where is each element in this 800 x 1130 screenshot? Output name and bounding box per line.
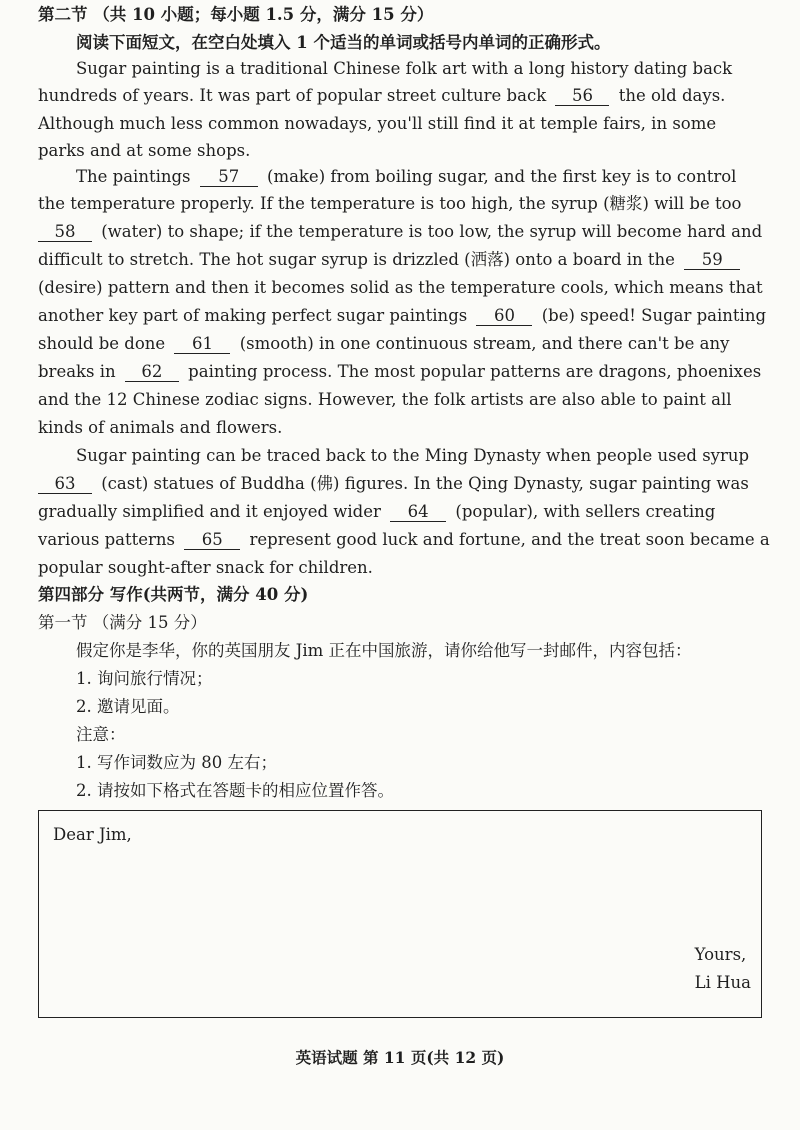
note-label: 注意： xyxy=(76,725,126,744)
blank-64[interactable]: 64 xyxy=(390,503,446,522)
closing-word: Yours, xyxy=(694,945,747,964)
blank-56[interactable]: 56 xyxy=(555,87,609,106)
part4-title: 第四部分 写作(共两节，满分 40 分) xyxy=(38,585,309,604)
part4-subsection: 第一节 （满分 15 分） xyxy=(38,613,207,632)
text-segment: various patterns xyxy=(38,530,176,549)
passage-line: kinds of animals and flowers. xyxy=(38,418,283,437)
prompt-item: 2. 邀请见面。 xyxy=(76,697,180,716)
text-segment: (make) from boiling sugar, and the first key is to control xyxy=(267,167,737,186)
signature: Li Hua xyxy=(694,973,751,992)
passage-line: Sugar painting can be traced back to the Ming Dynasty when people used syrup xyxy=(76,446,750,465)
blank-57[interactable]: 57 xyxy=(200,168,258,187)
note-item: 2. 请按如下格式在答题卡的相应位置作答。 xyxy=(76,781,394,800)
passage-line: and the 12 Chinese zodiac signs. However, the folk artists are also able to paint all xyxy=(38,390,732,409)
blank-61[interactable]: 61 xyxy=(174,335,230,354)
passage-line xyxy=(38,361,761,383)
passage-line: Sugar painting is a traditional Chinese folk art with a long history dating back xyxy=(76,59,733,78)
passage-line: popular sought-after snack for children. xyxy=(38,558,373,577)
answer-box[interactable] xyxy=(38,810,762,1018)
text-segment: (water) to shape; if the temperature is too low, the syrup will become hard and xyxy=(101,222,763,241)
text-segment: (be) speed! Sugar painting xyxy=(541,306,767,325)
text-segment: difficult to stretch. The hot sugar syrup is drizzled (洒落) onto a board in the xyxy=(38,250,675,269)
blank-59[interactable]: 59 xyxy=(684,251,740,270)
text-segment: (cast) statues of Buddha (佛) figures. In the Qing Dynasty, sugar painting was xyxy=(101,474,749,493)
passage-line xyxy=(38,529,770,551)
section-title: 第二节 （共 10 小题；每小题 1.5 分，满分 15 分） xyxy=(38,5,434,24)
text-segment: gradually simplified and it enjoyed wider xyxy=(38,502,381,521)
text-segment: another key part of making perfect sugar paintings xyxy=(38,306,468,325)
passage-line: Although much less common nowadays, you'll still find it at temple fairs, in some xyxy=(38,114,717,133)
blank-58[interactable]: 58 xyxy=(38,223,92,242)
passage-line xyxy=(38,473,749,495)
letter-greeting: Dear Jim, xyxy=(53,825,132,844)
blank-60[interactable]: 60 xyxy=(476,307,532,326)
passage-line xyxy=(38,85,725,107)
text-segment: breaks in xyxy=(38,362,116,381)
text-segment: The paintings xyxy=(76,167,191,186)
blank-63[interactable]: 63 xyxy=(38,475,92,494)
letter-closing xyxy=(695,941,751,997)
passage-line xyxy=(38,333,729,355)
text-segment: the old days. xyxy=(618,86,726,105)
writing-prompt: 假定你是李华，你的英国朋友 Jim 正在中国旅游，请你给他写一封邮件，内容包括： xyxy=(76,641,692,660)
passage-line xyxy=(38,501,715,523)
passage-line xyxy=(38,305,766,327)
text-segment: hundreds of years. It was part of popular street culture back xyxy=(38,86,547,105)
passage-line xyxy=(38,221,762,243)
passage-line: parks and at some shops. xyxy=(38,141,251,160)
passage-line xyxy=(76,166,736,188)
blank-62[interactable]: 62 xyxy=(125,363,179,382)
text-segment: (popular), with sellers creating xyxy=(455,502,716,521)
passage-line xyxy=(38,249,744,271)
text-segment: (smooth) in one continuous stream, and there can't be any xyxy=(239,334,730,353)
note-item: 1. 写作词数应为 80 左右； xyxy=(76,753,277,772)
text-segment: should be done xyxy=(38,334,166,353)
blank-65[interactable]: 65 xyxy=(184,531,240,550)
section-instruction: 阅读下面短文，在空白处填入 1 个适当的单词或括号内单词的正确形式。 xyxy=(76,33,611,52)
prompt-item: 1. 询问旅行情况； xyxy=(76,669,213,688)
passage-line: (desire) pattern and then it becomes solid as the temperature cools, which means that xyxy=(38,278,763,297)
passage-line: the temperature properly. If the temperature is too high, the syrup (糖浆) will be too xyxy=(38,194,742,213)
text-segment: represent good luck and fortune, and the treat soon became a xyxy=(249,530,770,549)
text-segment: painting process. The most popular patterns are dragons, phoenixes xyxy=(188,362,762,381)
page-footer: 英语试题 第 11 页(共 12 页) xyxy=(295,1048,505,1067)
